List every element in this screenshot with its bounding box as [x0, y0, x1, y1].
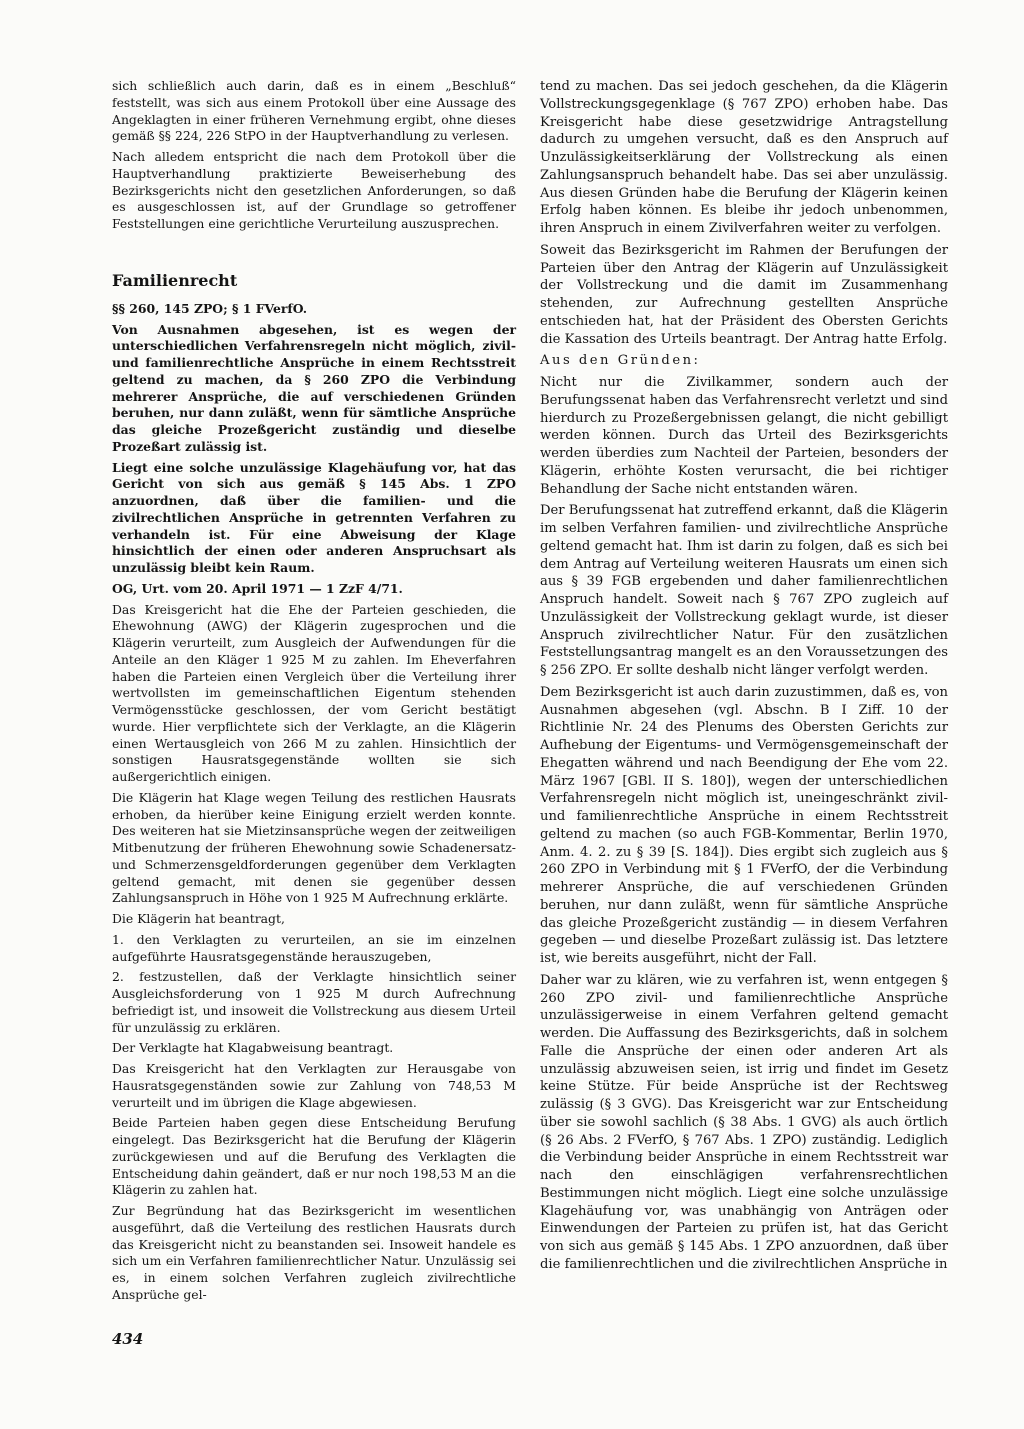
body-paragraph: Die Klägerin hat Klage wegen Teilung des restlichen Hausrats erhoben, da hierüber keine Einigung erzielt werden konnte. Des weiteren hat sie Mietzinsansprüche wegen der zeitweiligen Mitbenutzung der früheren Ehewohnung sowie Schadenersatz- und Schmerzensgeldforderungen gegenüber dem Verklagten geltend gemacht, mit denen sie gegenüber dessen Zahlungsanspruch in Höhe von 1 925 M Aufrechnung erklärte.: [112, 789, 516, 906]
body-paragraph: Zur Begründung hat das Bezirksgericht im wesentlichen ausgeführt, daß die Verteilung des restlichen Hausrats durch das Kreisgericht nicht zu beanstanden sei. Insoweit handele es sich um ein Verfahren familienrechtlicher Natur. Unzulässig sei es, in einem solchen Verfahren zugleich zivilrechtliche Ansprüche gel-: [112, 1203, 516, 1302]
body-paragraph: Nicht nur die Zivilkammer, sondern auch der Berufungssenat haben das Verfahrensrecht verletzt und sind hierdurch zu Prozeßergebnissen gelangt, die nicht gebilligt werden können. Durch das Urteil des Bezirksgerichts werden überdies zum Nachteil der Parteien, besonders der Klägerin, erhöhte Kosten verursacht, die bei richtiger Behandlung der Sache nicht entstanden wären.: [540, 375, 948, 497]
body-paragraph: Das Kreisgericht hat den Verklagten zur Herausgabe von Hausratsgegenständen sowie zur Zahlung von 748,53 M verurteilt und im übrigen die Klage abgewiesen.: [112, 1061, 516, 1110]
body-paragraph: Der Verklagte hat Klagabweisung beantragt.: [112, 1040, 394, 1056]
reasons-heading: Aus den Gründen:: [540, 353, 701, 369]
left-column: [112, 78, 516, 1304]
intro-paragraph: Nach alledem entspricht die nach dem Protokoll über die Hauptverhandlung praktizierte Beweiserhebung des Bezirksgerichts nicht den gesetzlichen Anforderungen, so daß es ausgeschlossen ist, auf der Grundlage so getroffener Feststellungen eine gerichtliche Verurteilung auszusprechen.: [112, 149, 516, 231]
body-paragraph: Dem Bezirksgericht ist auch darin zuzustimmen, daß es, von Ausnahmen abgesehen (vgl. Abschn. B I Ziff. 10 der Richtlinie Nr. 24 des Plenums des Obersten Gerichts zur Aufhebung der Eigentums- und Vermögensgemeinschaft der Ehegatten während und nach Beendigung der Ehe vom 22. März 1967 [GBl. II S. 180]), wegen der unterschiedlichen Verfahrensregeln nicht möglich ist, uneingeschränkt zivil- und familienrechtliche Ansprüche in einem Rechtsstreit geltend zu machen (so auch FGB-Kommentar, Berlin 1970, Anm. 4. 2. zu § 39 [S. 184]). Dies ergibt sich zugleich aus § 260 ZPO in Verbindung mit § 1 FVerfO, der die Verbindung mehrerer Ansprüche, die auf verschiedenen Gründen beruhen, nur dann zuläßt, wenn für sämtliche Ansprüche das gleiche Prozeßgericht zuständig — in diesem Verfahren gegeben — und dieselbe Prozeßart zulässig ist. Das letztere ist, wie bereits ausgeführt, nicht der Fall.: [540, 684, 948, 966]
body-paragraph: tend zu machen. Das sei jedoch geschehen, da die Klägerin Vollstreckungsgegenklage (§ 767 ZPO) erhoben habe. Das Kreisgericht habe diese gesetzwidrige Antragstellung dadurch zu umgehen versucht, daß es den Anspruch auf Unzulässigkeitserklärung der Vollstreckung als einen Zahlungsanspruch behandelt habe. Das sei aber unzulässig. Aus diesen Gründen habe die Berufung der Klägerin keinen Erfolg haben können. Es bleibe ihr jedoch unbenommen, ihren Anspruch in einem Zivilverfahren weiter zu verfolgen.: [540, 79, 948, 236]
body-paragraph: Das Kreisgericht hat die Ehe der Parteien geschieden, die Ehewohnung (AWG) der Klägerin zugesprochen und die Klägerin verurteilt, zum Ausgleich der Aufwendungen für die Anteile an den Kläger 1 925 M zu zahlen. Im Eheverfahren haben die Parteien einen Vergleich über die Verteilung ihrer wertvollsten im gemeinschaftlichen Eigentum stehenden Vermögensstücke geschlossen, der vom Gericht bestätigt wurde. Hier verpflichtete sich der Verklagte, an die Klägerin einen Wertausgleich von 266 M zu zahlen. Hinsichtlich der sonstigen Hausratsgegenstände wollten sie sich außergerichtlich einigen.: [112, 601, 516, 784]
body-paragraph: Der Berufungssenat hat zutreffend erkannt, daß die Klägerin im selben Verfahren familien- und zivilrechtliche Ansprüche geltend gemacht hat. Ihm ist darin zu folgen, daß es sich bei dem Antrag auf Verteilung weiteren Hausrats um einen sich aus § 39 FGB ergebenden und daher familienrechtlichen Anspruch handelt. Soweit nach § 767 ZPO zugleich auf Unzulässigkeit der Vollstreckung geklagt wurde, ist dieser Anspruch zivilrechtlicher Natur. Für den zusätzlichen Feststellungsantrag mangelt es an den Voraussetzungen des § 256 ZPO. Er sollte deshalb nicht länger verfolgt werden.: [540, 503, 948, 678]
right-column: [540, 78, 948, 1274]
decision-citation: OG, Urt. vom 20. April 1971 — 1 ZzF 4/71.: [112, 580, 403, 596]
guideline-paragraph: Von Ausnahmen abgesehen, ist es wegen der unterschiedlichen Verfahrensregeln nicht möglich, zivil- und familienrechtliche Ansprüche in einem Rechtsstreit geltend zu machen, da § 260 ZPO die Verbindung mehrerer Ansprüche, die auf verschiedenen Gründen beruhen, nur dann zuläßt, wenn für sämtliche Ansprüche das gleiche Prozeßgericht zuständig und dieselbe Prozeßart zulässig ist.: [112, 321, 516, 454]
body-paragraph: Soweit das Bezirksgericht im Rahmen der Berufungen der Parteien über den Antrag der Klägerin auf Unzulässigkeit der Vollstreckung und die damit im Zusammenhang stehenden, zur Aufrechnung gestellten Ansprüche entschieden hat, hat der Präsident des Obersten Gerichts die Kassation des Urteils beantragt. Der Antrag hatte Erfolg.: [540, 242, 948, 347]
guideline-paragraph: Liegt eine solche unzulässige Klagehäufung vor, hat das Gericht von sich aus gemäß § 145 Abs. 1 ZPO anzuordnen, daß über die familien- und die zivilrechtlichen Ansprüche in getrennten Verfahren zu verhandeln ist. Für eine Abweisung der Klage hinsichtlich der einen oder anderen Anspruchsart als unzulässig bleibt kein Raum.: [112, 459, 516, 575]
body-paragraph: Daher war zu klären, wie zu verfahren ist, wenn entgegen § 260 ZPO zivil- und familienrechtliche Ansprüche unzulässigerweise in einem Verfahren geltend gemacht werden. Die Auffassung des Bezirksgerichts, daß in solchem Falle die Ansprüche der einen oder anderen Art als unzulässig abzuweisen seien, ist irrig und findet im Gesetz keine Stütze. Für beide Ansprüche ist der Rechtsweg zulässig (§ 3 GVG). Das Kreisgericht war zur Entscheidung über sie sowohl sachlich (§ 38 Abs. 1 GVG) als auch örtlich (§ 26 Abs. 2 FVerfO, § 767 Abs. 1 ZPO) zuständig. Lediglich die Verbindung beider Ansprüche in einem Rechtsstreit war nach den einschlägigen verfahrensrechtlichen Bestimmungen nicht möglich. Liegt eine solche unzulässige Klagehäufung vor, was unabhängig von Anträgen oder Einwendungen der Parteien zu prüfen ist, hat das Gericht von sich aus gemäß § 145 Abs. 1 ZPO anzuordnen, daß über die familienrechtlichen und die zivilrechtlichen Ansprüche in: [540, 972, 948, 1272]
body-paragraph: 2. festzustellen, daß der Verklagte hinsichtlich seiner Ausgleichsforderung von 1 925 M durch Aufrechnung befriedigt ist, und insoweit die Vollstreckung aus diesem Urteil für unzulässig zu erklären.: [112, 969, 516, 1035]
body-paragraph: Die Klägerin hat beantragt,: [112, 911, 285, 926]
intro-paragraph: sich schließlich auch darin, daß es in einem „Beschluß“ feststellt, was sich aus einem Protokoll über eine Aussage des Angeklagten in einer früheren Vernehmung ergibt, ohne dieses gemäß §§ 224, 226 StPO in der Hauptverhandlung zu verlesen.: [112, 78, 516, 144]
norms-reference: §§ 260, 145 ZPO; § 1 FVerfO.: [112, 300, 308, 316]
body-paragraph: Beide Parteien haben gegen diese Entscheidung Berufung eingelegt. Das Bezirksgericht hat die Berufung der Klägerin zurückgewiesen und auf die Berufung des Verklagten die Entscheidung dahin geändert, daß er nur noch 198,53 M an die Klägerin zu zahlen hat.: [112, 1115, 516, 1198]
body-paragraph: 1. den Verklagten zu verurteilen, an sie im einzelnen aufgeführte Hausratsgegenstände herauszugeben,: [112, 931, 516, 964]
section-heading: Familienrecht: [112, 270, 238, 290]
page-number: 434: [112, 1330, 144, 1348]
